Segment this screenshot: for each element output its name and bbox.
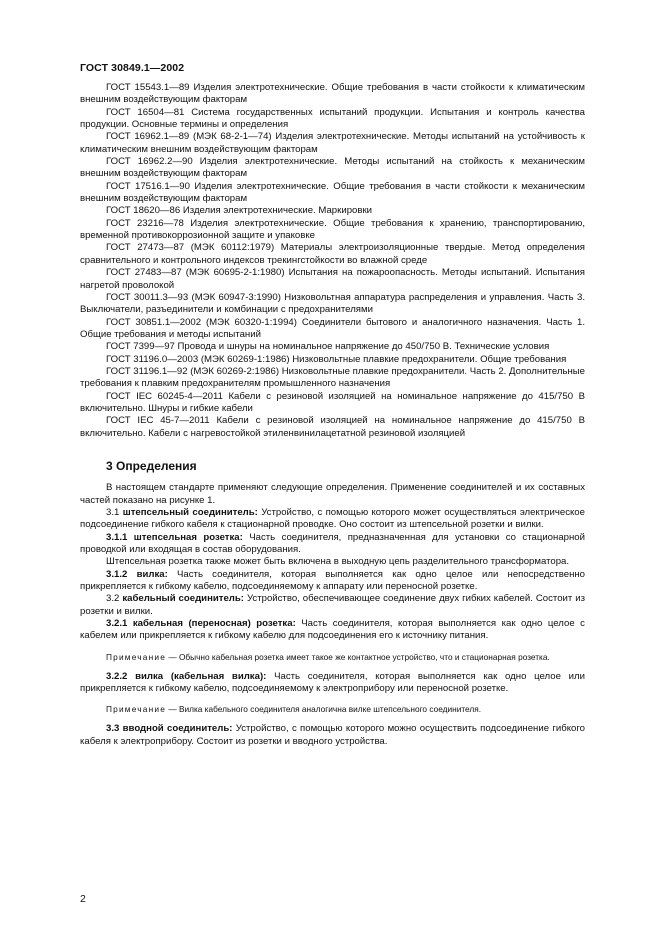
definition-term: 3.1.2 вилка:: [106, 568, 168, 580]
note-text: — Вилка кабельного соединителя аналогична вилке штепсельного соединителя.: [166, 704, 482, 715]
reference-item: ГОСТ 31196.0—2003 (МЭК 60269-1:1986) Низковольтные плавкие предохранители. Общие требования: [106, 353, 567, 365]
reference-item: ГОСТ 16962.1—89 (МЭК 68-2-1—74) Изделия электротехнические. Методы испытаний на устойчивость к климатическим внешним воздействующим факторам: [80, 131, 585, 155]
definition-term: 3.2.2 вилка (кабельная вилка):: [106, 670, 267, 682]
definition-extra: Штепсельная розетка также может быть включена в выходную цепь разделительного трансформатора.: [106, 556, 570, 568]
reference-item: ГОСТ 31196.1—92 (МЭК 60269-2:1986) Низковольтные плавкие предохранители. Часть 2. Дополнительные требования к плавким предохранителям промышленного назначения: [80, 365, 585, 390]
reference-item: ГОСТ 27473—87 (МЭК 60112:1979) Материалы электроизоляционные твердые. Метод определения сравнительного и контрольного индексов трекингстойкости во влажной среде: [80, 242, 585, 266]
definition-3-1-2: [80, 569, 585, 594]
document-body: [80, 82, 585, 748]
definition-3-3: [80, 723, 585, 748]
reference-item: ГОСТ 23216—78 Изделия электротехнические. Общие требования к хранению, транспортированию, временной противокоррозионной защите и упаковке: [80, 217, 585, 242]
section-intro: В настоящем стандарте применяют следующие определения. Применение соединителей и их составных частей показано на рисунке 1.: [80, 482, 585, 506]
reference-item: ГОСТ 15543.1—89 Изделия электротехнические. Общие требования в части стойкости к климатическим внешним воздействующим факторам: [80, 82, 585, 106]
reference-item: ГОСТ 16962.2—90 Изделия электротехнические. Методы испытаний на стойкость к механическим внешним воздействующим факторам: [80, 156, 585, 180]
definition-number: 3.1: [106, 507, 120, 518]
definition-3-2-2: [80, 671, 585, 696]
reference-item: ГОСТ 27483—87 (МЭК 60695-2-1:1980) Испытания на пожароопасность. Методы испытаний. Испытания нагретой проволокой: [80, 267, 585, 291]
note: [80, 703, 585, 715]
note-label: Примечание: [106, 651, 167, 662]
definition-text: Устройство, с помощью которого может осуществляться электрическое подсоединение гибкого кабеля к стационарной проводке. Оно состоит из штепсельной розетки и вилки.: [80, 507, 585, 531]
definition-term: 3.3 вводной соединитель:: [106, 723, 233, 735]
reference-item: ГОСТ 7399—97 Провода и шнуры на номинальное напряжение до 450/750 В. Технические условия: [106, 341, 550, 353]
definition-text: Часть соединителя, которая выполняется как одно целое или прикрепляется к гибкому кабелю, подсоединяемому к электроприбору или переносной розетке.: [80, 670, 585, 695]
reference-item: ГОСТ IEC 45-7—2011 Кабели с резиновой изоляцией на номинальное напряжение до 415/750 В включительно. Кабели с нагревостойкой этиленвинилацетатной резиновой изоляцией: [80, 415, 585, 439]
definition-text: Часть соединителя, которая выполняется как одно целое с кабелем или прикрепляется к гибкому кабелю для подсоединения его к источнику питания.: [80, 618, 585, 642]
reference-item: ГОСТ 16504—81 Система государственных испытаний продукции. Испытания и контроль качества продукции. Основные термины и определения: [80, 106, 585, 131]
reference-item: ГОСТ 18620—86 Изделия электротехнические. Маркировки: [106, 205, 373, 217]
page-number: 2: [80, 893, 86, 905]
reference-item: ГОСТ IEC 60245-4—2011 Кабели с резиновой изоляцией на номинальное напряжение до 415/750 В включительно. Шнуры и гибкие кабели: [80, 390, 585, 414]
definition-text: Часть соединителя, предназначенная для установки со стационарной проводкой или входящая в состав оборудования.: [80, 531, 585, 556]
reference-item: ГОСТ 17516.1—90 Изделия электротехнические. Общие требования в части стойкости к механическим внешним воздействующим факторам: [80, 180, 585, 205]
note-text: — Обычно кабельная розетка имеет такое же контактное устройство, что и стационарная розетка.: [166, 651, 550, 662]
definition-3-1-1: [80, 532, 585, 557]
definition-term: 3.2.1 кабельная (переносная) розетка:: [106, 618, 296, 630]
definition-term: штепсельный соединитель:: [122, 507, 258, 518]
reference-item: ГОСТ 30011.3—93 (МЭК 60947-3:1990) Низковольтная аппаратура распределения и управления. Часть 3. Выключатели, разъединители и комбинации с предохранителями: [80, 291, 585, 316]
definition-text: Часть соединителя, которая выполняется как одно целое или непосредственно прикрепляется к гибкому кабелю, подсоединяемому к аппарату или переносной розетке.: [80, 568, 585, 593]
definition-number: 3.2: [106, 593, 120, 605]
definition-term: 3.1.1 штепсельная розетка:: [106, 531, 243, 543]
definition-text: Устройство, обеспечивающее соединение двух гибких кабелей. Состоит из розетки и вилки.: [80, 593, 586, 617]
reference-item: ГОСТ 30851.1—2002 (МЭК 60320-1:1994) Соединители бытового и аналогичного назначения. Часть 1. Общие требования и методы испытаний: [80, 316, 585, 340]
section-heading: 3 Определения: [106, 458, 197, 473]
definition-3-2: [80, 593, 585, 618]
definition-3-2-1: [80, 618, 585, 643]
document-header: ГОСТ 30849.1—2002: [80, 62, 185, 74]
note-label: Примечание: [106, 704, 167, 715]
definition-text: Устройство, с помощью которого можно осуществить подсоединение гибкого кабеля к электроприбору. Состоит из розетки и вводного устройства.: [80, 723, 585, 747]
references-list: [80, 82, 585, 440]
definition-term: кабельный соединитель:: [122, 593, 244, 605]
definition-3-1: [80, 507, 585, 532]
note: [80, 651, 585, 663]
